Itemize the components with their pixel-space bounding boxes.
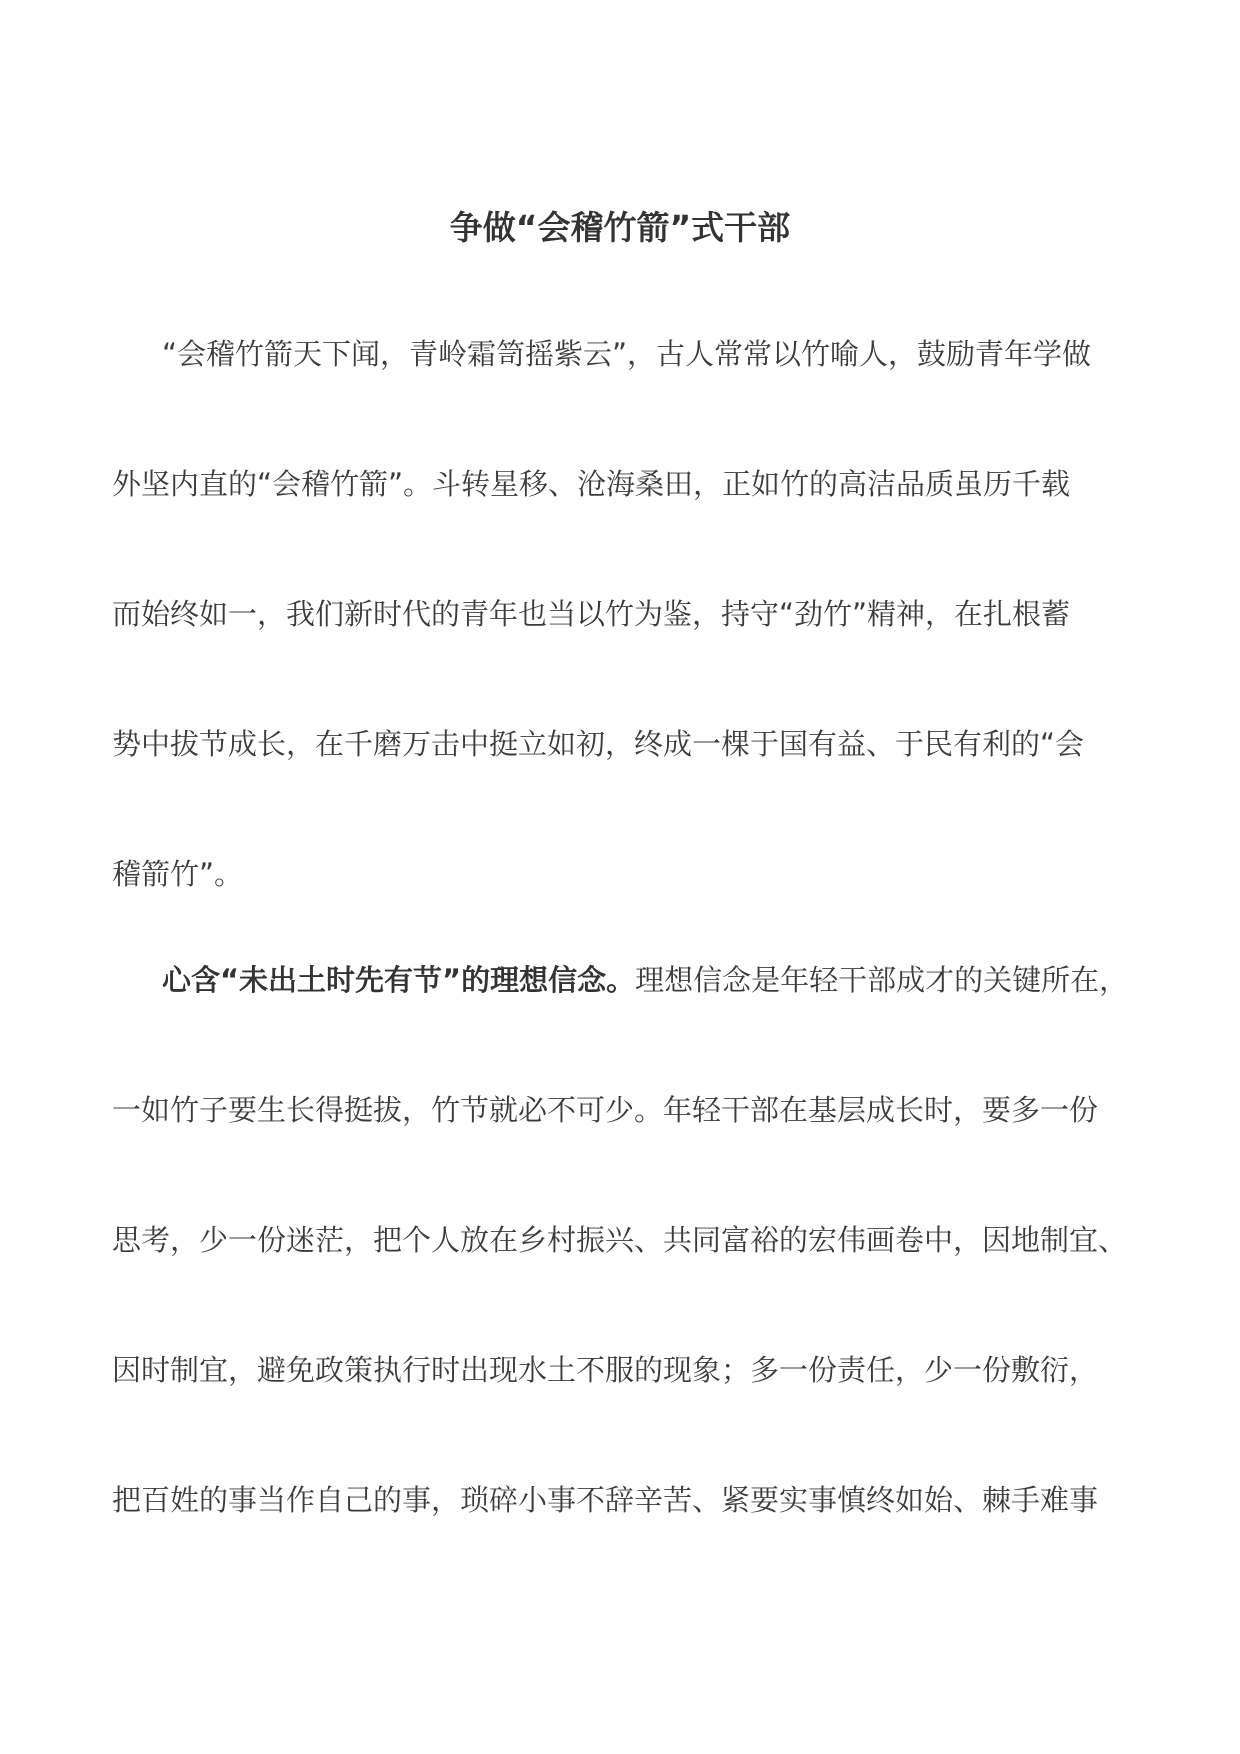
paragraph-2-line-4: 因时制宜，避免政策执行时出现水土不服的现象；多一份责任，少一份敷衍， (112, 1353, 1099, 1387)
paragraph-1-line-2: 外坚内直的“会稽竹箭”。斗转星移、沧海桑田，正如竹的高洁品质虽历千载 (112, 467, 1071, 501)
document-title: 争做“会稽竹箭”式干部 (449, 208, 791, 247)
paragraph-1-line-1: “会稽竹箭天下闻，青岭霜笥摇紫云”，古人常常以竹喻人，鼓励青年学做 (162, 337, 1092, 371)
paragraph-2-first-line-text: 理想信念是年轻干部成才的关键所在， (635, 963, 1129, 997)
paragraph-2-line-3: 思考，少一份迷茫，把个人放在乡村振兴、共同富裕的宏伟画卷中，因地制宜、 (112, 1223, 1128, 1257)
paragraph-2-heading: 心含“未出土时先有节”的理想信念。 (162, 963, 636, 997)
paragraph-2-line-2: 一如竹子要生长得挺拔，竹节就必不可少。年轻干部在基层成长时，要多一份 (112, 1093, 1099, 1127)
paragraph-2-line-1 (162, 952, 1202, 1008)
paragraph-1-line-5: 稽箭竹”。 (112, 857, 244, 891)
paragraph-2-line-5: 把百姓的事当作自己的事，琐碎小事不辞辛苦、紧要实事慎终如始、棘手难事 (112, 1483, 1099, 1517)
paragraph-1-line-4: 势中拔节成长，在千磨万击中挺立如初，终成一棵于国有益、于民有利的“会 (112, 727, 1085, 761)
paragraph-1-line-3: 而始终如一，我们新时代的青年也当以竹为鉴，持守“劲竹”精神，在扎根蓄 (112, 597, 1071, 631)
